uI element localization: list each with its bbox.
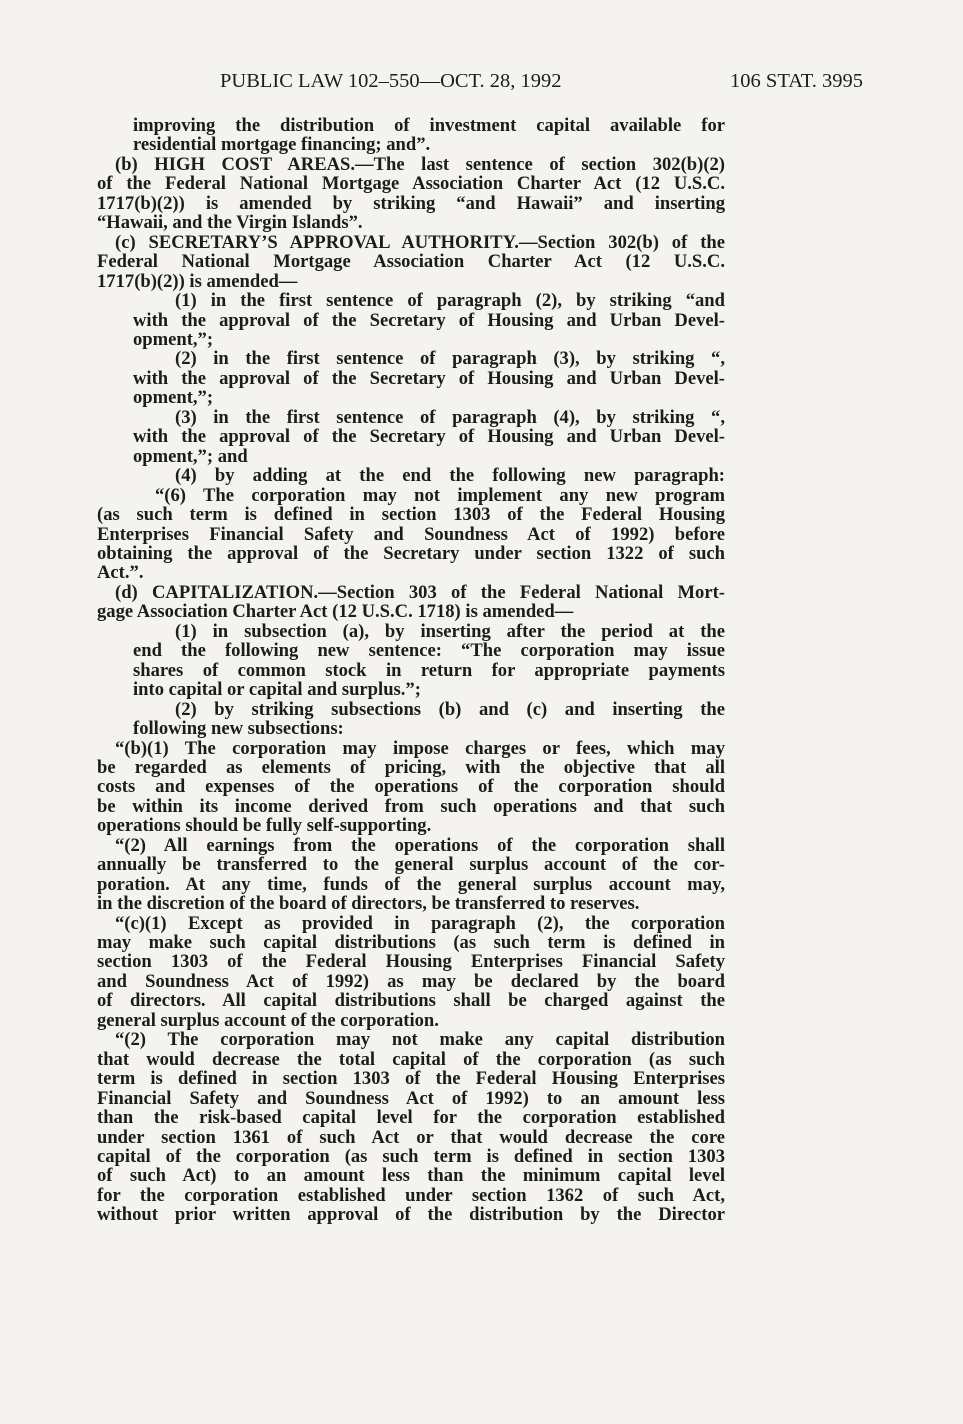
header-title: PUBLIC LAW 102–550—OCT. 28, 1992: [220, 70, 562, 92]
text-line: shares of common stock in return for appropriate payments: [133, 659, 725, 681]
text-line: Act.”.: [97, 562, 144, 584]
text-line: end the following new sentence: “The corporation may issue: [133, 640, 725, 662]
text-line: in the discretion of the board of directors, be transferred to reserves.: [97, 893, 640, 915]
text-line: “(2) All earnings from the operations of the corporation shall: [115, 834, 725, 856]
text-line: into capital or capital and surplus.”;: [133, 679, 421, 701]
text-line: (2) in the first sentence of paragraph (3), by striking “,: [175, 348, 725, 370]
text-line: be within its income derived from such operations and that such: [97, 795, 725, 817]
text-line: term is defined in section 1303 of the Federal Housing Enterprises: [97, 1068, 725, 1090]
text-line: operations should be fully self-supporting.: [97, 815, 432, 837]
text-line: of the Federal National Mortgage Association Charter Act (12 U.S.C.: [97, 173, 725, 195]
text-line: capital of the corporation (as such term is defined in section 1303: [97, 1146, 725, 1168]
text-line: (b) HIGH COST AREAS.—The last sentence of section 302(b)(2): [115, 153, 725, 175]
text-line: opment,”;: [133, 387, 214, 409]
text-line: section 1303 of the Federal Housing Enterprises Financial Safety: [97, 951, 725, 973]
text-line: (1) in the first sentence of paragraph (2), by striking “and: [175, 290, 725, 312]
text-line: under section 1361 of such Act or that would decrease the core: [97, 1126, 725, 1148]
text-line: than the risk-based capital level for the corporation established: [97, 1107, 725, 1129]
text-line: 1717(b)(2)) is amended—: [97, 270, 298, 292]
text-line: Federal National Mortgage Association Charter Act (12 U.S.C.: [97, 251, 725, 273]
text-line: poration. At any time, funds of the general surplus account may,: [97, 873, 725, 895]
text-line: following new subsections:: [133, 718, 344, 740]
text-line: (1) in subsection (a), by inserting after the period at the: [175, 620, 725, 642]
text-line: “(c)(1) Except as provided in paragraph (2), the corporation: [115, 912, 725, 934]
text-line: with the approval of the Secretary of Housing and Urban Devel-: [133, 367, 725, 389]
text-line: Financial Safety and Soundness Act of 1992) to an amount less: [97, 1087, 725, 1109]
text-line: (3) in the first sentence of paragraph (4), by striking “,: [175, 406, 725, 428]
text-line: general surplus account of the corporation.: [97, 1009, 439, 1031]
text-line: may make such capital distributions (as such term is defined in: [97, 932, 725, 954]
text-line: with the approval of the Secretary of Housing and Urban Devel-: [133, 309, 725, 331]
text-line: costs and expenses of the operations of the corporation should: [97, 776, 725, 798]
text-line: (as such term is defined in section 1303 of the Federal Housing: [97, 504, 725, 526]
text-line: “Hawaii, and the Virgin Islands”.: [97, 212, 363, 234]
text-line: opment,”; and: [133, 445, 248, 467]
text-line: improving the distribution of investment capital available for: [133, 115, 725, 136]
text-line: with the approval of the Secretary of Housing and Urban Devel-: [133, 426, 725, 448]
text-line: “(6) The corporation may not implement any new program: [155, 484, 725, 506]
text-line: “(2) The corporation may not make any capital distribution: [115, 1029, 725, 1051]
text-line: annually be transferred to the general surplus account of the cor-: [97, 854, 725, 876]
text-line: of directors. All capital distributions shall be charged against the: [97, 990, 725, 1012]
running-header: [120, 68, 863, 94]
text-line: (d) CAPITALIZATION.—Section 303 of the Federal National Mort-: [115, 581, 725, 603]
text-line: opment,”;: [133, 328, 214, 350]
text-line: “(b)(1) The corporation may impose charges or fees, which may: [115, 737, 725, 759]
text-line: and Soundness Act of 1992) as may be declared by the board: [97, 970, 725, 992]
text-line: that would decrease the total capital of the corporation (as such: [97, 1048, 725, 1070]
text-line: without prior written approval of the distribution by the Director: [97, 1204, 725, 1226]
header-page-number: 106 STAT. 3995: [730, 70, 863, 92]
text-line: residential mortgage financing; and”.: [133, 134, 431, 156]
text-line: for the corporation established under section 1362 of such Act,: [97, 1184, 725, 1206]
text-line: (c) SECRETARY’S APPROVAL AUTHORITY.—Section 302(b) of the: [115, 231, 725, 253]
text-line: of such Act) to an amount less than the minimum capital level: [97, 1165, 725, 1187]
text-line: gage Association Charter Act (12 U.S.C. 1718) is amended—: [97, 601, 574, 623]
text-line: Enterprises Financial Safety and Soundness Act of 1992) before: [97, 523, 725, 545]
text-line: (2) by striking subsections (b) and (c) and inserting the: [175, 698, 725, 720]
text-line: obtaining the approval of the Secretary under section 1322 of such: [97, 542, 725, 564]
text-line: be regarded as elements of pricing, with the objective that all: [97, 756, 725, 778]
document-body: [97, 116, 725, 1225]
text-line: 1717(b)(2)) is amended by striking “and Hawaii” and inserting: [97, 192, 725, 214]
text-line: (4) by adding at the end the following new paragraph:: [175, 465, 725, 487]
